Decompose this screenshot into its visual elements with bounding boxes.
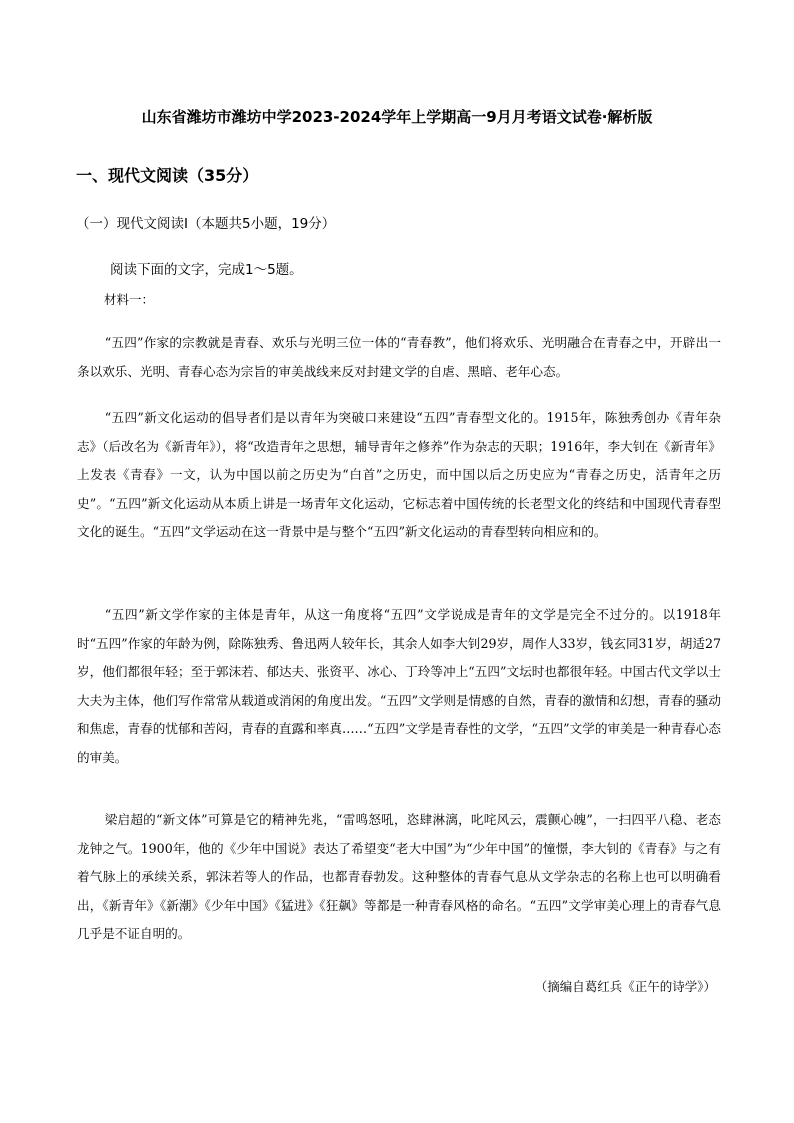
sub-heading: （一）现代文阅读Ⅰ（本题共5小题，19分） bbox=[76, 216, 336, 232]
paragraph-4 bbox=[77, 806, 721, 949]
paragraph-1 bbox=[77, 329, 721, 386]
material-label: 材料一： bbox=[104, 292, 155, 307]
page-title: 山东省潍坊市潍坊中学2023-2024学年上学期高一9月月考语文试卷·解析版 bbox=[141, 108, 653, 126]
paragraph-3 bbox=[77, 601, 721, 772]
paragraph-text: “五四”新文学作家的主体是青年，从这一角度将“五四”文学说成是青年的文学是完全不过分的。以1918年时“五四”作家的年龄为例，除陈独秀、鲁迅两人较年长，其余人如李大钊29岁，周作人33岁，钱玄同31岁，胡适27岁，他们都很年轻；至于郭沫若、郁达夫、张资平、冰心、丁玲等冲上“五四”文坛时也都很年轻。中国古代文学以士大夫为主体，他们写作常常从载道或消闲的角度出发。“五四”文学则是情感的自然，青春的激情和幻想，青春的骚动和焦虑，青春的忧郁和苦闷，青春的直露和率真……“五四”文学是青春性的文学，“五四”文学的审美是一种青春心态的审美。 bbox=[77, 607, 721, 765]
paragraph-text: 梁启超的“新文体”可算是它的精神先兆，“雷鸣怒吼，恣肆淋漓，叱咤风云，震颤心魄”，一扫四平八稳、老态龙钟之气。1900年，他的《少年中国说》表达了希望变“老大中国”为“少年中国”的憧憬，李大钊的《青春》与之有着气脉上的承续关系，郭沫若等人的作品，也都青春勃发。这种整体的青春气息从文学杂志的名称上也可以明确看出，《新青年》《新潮》《少年中国》《猛进》《狂飙》等都是一种青春风格的命名。“五四”文学审美心理上的青春气息几乎是不证自明的。 bbox=[77, 812, 721, 941]
reading-instruction: 阅读下面的文字，完成1～5题。 bbox=[110, 262, 303, 278]
paragraph-text: “五四”新文化运动的倡导者们是以青年为突破口来建设“五四”青春型文化的。1915年，陈独秀创办《青年杂志》（后改名为《新青年》），将“改造青年之思想，辅导青年之修养”作为杂志的天职；1916年，李大钊在《新青年》上发表《青春》一文，认为中国以前之历史为“白首”之历史，而中国以后之历史应为“青春之历史，活青年之历史”。“五四”新文化运动从本质上讲是一场青年文化运动，它标志着中国传统的长老型文化的终结和中国现代青春型文化的诞生。“五四”文学运动在这一背景中是与整个“五四”新文化运动的青春型转向相应和的。 bbox=[77, 410, 721, 539]
source-citation: （摘编自葛红兵《正午的诗学》） bbox=[534, 979, 716, 994]
paragraph-2 bbox=[77, 404, 721, 547]
paragraph-text: “五四”作家的宗教就是青春、欢乐与光明三位一体的“青春教”，他们将欢乐、光明融合在青春之中，开辟出一条以欢乐、光明、青春心态为宗旨的审美战线来反对封建文学的自虐、黑暗、老年心态。 bbox=[77, 335, 721, 379]
section-heading: 一、现代文阅读（35分） bbox=[76, 166, 259, 185]
